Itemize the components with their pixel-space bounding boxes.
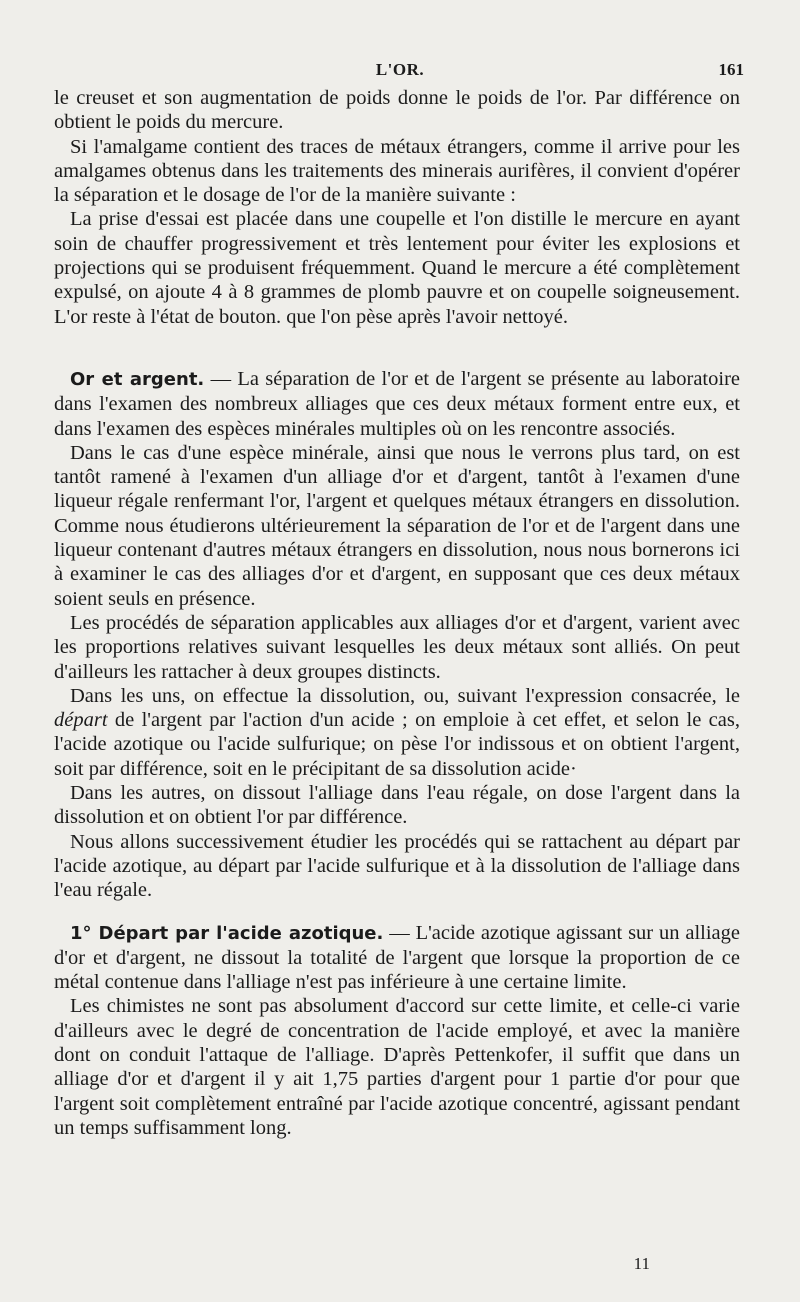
page-body xyxy=(54,86,740,1140)
running-head: L'OR. xyxy=(375,60,425,79)
text-segment: de l'argent par l'action d'un acide ; on emploie à cet effet, et selon le cas, l'acide azotique ou l'acide sulfurique; on pèse l'or indissous et on obtient l'argent, soit par différence, soit en le précipitant de sa dissolution acide· xyxy=(54,709,740,780)
paragraph-continuation: le creuset et son augmentation de poids donne le poids de l'or. Par différence on obtient le poids du mercure. xyxy=(54,87,740,134)
paragraph-aqua-regia: Dans les autres, on dissout l'alliage dans l'eau régale, on dose l'argent dans la dissolution et on obtient l'or par différence. xyxy=(54,782,740,829)
section-gold-silver-intro xyxy=(54,367,740,441)
paragraph-study-plan: Nous allons successivement étudier les procédés qui se rattachent au départ par l'acide azotique, au départ par l'acide sulfurique et à la dissolution de l'alliage dans l'eau régale. xyxy=(54,830,740,902)
section-intro-text: — L'acide azotique agissant sur un alliage d'or et d'argent, ne dissout la totalité de l'argent que lorsque la proportion de ce métal contenue dans l'alliage n'est pas inférieure à une certaine limite. xyxy=(54,921,740,994)
text-segment: Dans les uns, on effectue la dissolution, ou, suivant l'expression consacrée, le xyxy=(70,684,740,707)
paragraph-assay-procedure: La prise d'essai est placée dans une coupelle et l'on distille le mercure en ayant soin de chauffer progressivement et très lentement pour éviter les explosions et projections qui se produisent fréquemment. Quand le mercure a été complètement expulsé, on ajoute 4 à 8 grammes de plomb pauvre et on coupelle soigneusement. L'or reste à l'état de bouton. que l'on pèse après l'avoir nettoyé. xyxy=(54,208,740,328)
section-nitric-intro xyxy=(54,921,740,995)
page-number: 161 xyxy=(718,60,744,79)
signature-mark: 11 xyxy=(633,1254,650,1273)
term-depart: départ xyxy=(54,709,108,732)
section-heading-gold-silver: Or et argent. xyxy=(70,368,205,390)
section-intro-text: — La séparation de l'or et de l'argent se présente au laboratoire dans l'examen des nombreux alliages que ces deux métaux forment entre eux, et dans l'examen des espèces minérales multiples où on les rencontre associés. xyxy=(54,367,740,440)
paragraph-acid-parting xyxy=(54,684,740,781)
section-heading-nitric: 1° Départ par l'acide azotique. xyxy=(70,922,384,944)
paragraph-mineral-species: Dans le cas d'une espèce minérale, ainsi que nous le verrons plus tard, on est tantôt ramené à l'examen d'un alliage d'or et d'argent, tantôt à l'examen d'une liqueur régale renfermant l'or, l'argent et quelques métaux étrangers en dissolution. Comme nous étudierons ultérieurement la séparation de l'or et de l'argent dans une liqueur contenant d'autres métaux étrangers en dissolution, nous nous bornerons ici à examiner le cas des alliages d'or et d'argent, en supposant que ces deux métaux soient seuls en présence. xyxy=(54,441,740,610)
paragraph-separation-methods: Les procédés de séparation applicables aux alliages d'or et d'argent, varient avec les proportions relatives suivant lesquelles les deux métaux sont alliés. On peut d'ailleurs les rattacher à deux groupes distincts. xyxy=(54,611,740,683)
paragraph-amalgam-traces: Si l'amalgame contient des traces de métaux étrangers, comme il arrive pour les amalgames obtenus dans les traitements des minerais aurifères, il convient d'opérer la séparation et le dosage de l'or de la manière suivante : xyxy=(54,135,740,207)
paragraph-pettenkofer: Les chimistes ne sont pas absolument d'accord sur cette limite, et celle-ci varie d'ailleurs avec le degré de concentration de l'acide employé, et avec la manière dont on conduit l'attaque de l'alliage. D'après Pettenkofer, il suffit que dans un alliage d'or et d'argent il y ait 1,75 parties d'argent pour 1 partie d'or pour que l'argent soit complètement entraîné par l'acide azotique concentré, agissant pendant un temps suffisamment long. xyxy=(54,995,740,1139)
